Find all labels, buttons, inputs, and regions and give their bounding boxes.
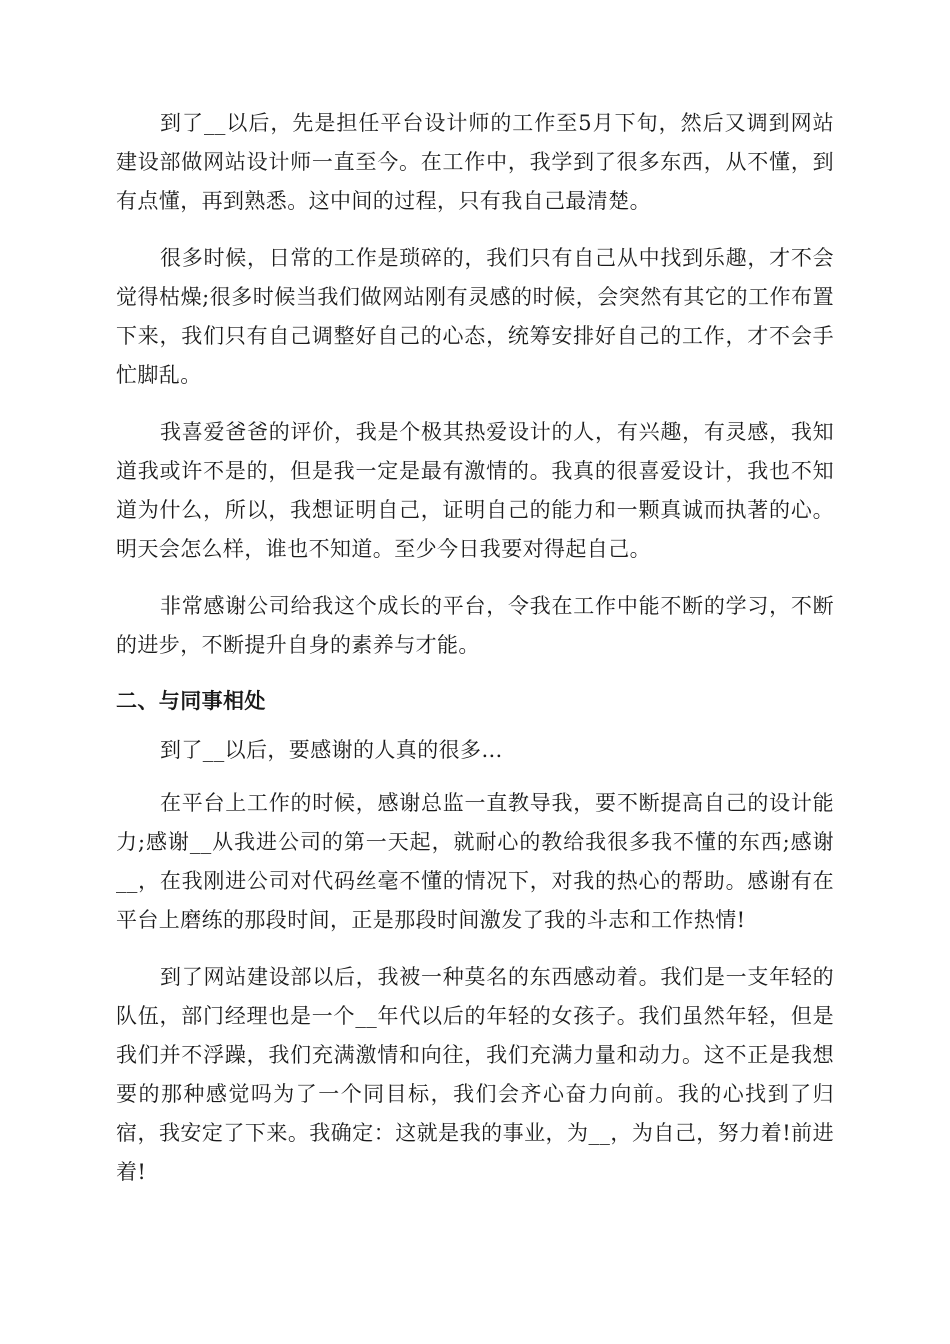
paragraph-daily-work: 很多时候，日常的工作是琐碎的，我们只有自己从中找到乐趣，才不会觉得枯燥;很多时候当我们做网站刚有灵感的时候，会突然有其它的工作布置下来，我们只有自己调整好自己的心态，统筹安排好自己的工作，才不会手忙脚乱。 <box>116 246 834 387</box>
paragraph-web-department: 到了网站建设部以后，我被一种莫名的东西感动着。我们是一支年轻的队伍，部门经理也是一个__年代以后的年轻的女孩子。我们虽然年轻，但是我们并不浮躁，我们充满激情和向往，我们充满力量和动力。这不正是我想要的那种感觉吗为了一个同目标，我们会齐心奋力向前。我的心找到了归宿，我安定了下来。我确定：这就是我的事业，为__，为自己，努力着!前进着! <box>116 965 834 1184</box>
document-body <box>116 104 834 1210</box>
paragraph-thanks-people: 在平台上工作的时候，感谢总监一直教导我，要不断提高自己的设计能力;感谢__从我进公司的第一天起，就耐心的教给我很多我不懂的东西;感谢__，在我刚进公司对代码丝毫不懂的情况下，对我的热心的帮助。感谢有在平台上磨练的那段时间，正是那段时间激发了我的斗志和工作热情! <box>116 791 834 932</box>
paragraph-thanks-intro: 到了__以后，要感谢的人真的很多… <box>160 738 503 762</box>
paragraph-love-design: 我喜爱爸爸的评价，我是个极其热爱设计的人，有兴趣，有灵感，我知道我或许不是的，但是我一定是最有激情的。我真的很喜爱设计，我也不知道为什么，所以，我想证明自己，证明自己的能力和一颗真诚而执著的心。明天会怎么样，谁也不知道。至少今日我要对得起自己。 <box>116 420 834 561</box>
section-heading-colleagues: 二、与同事相处 <box>116 689 266 713</box>
paragraph-thanks-company: 非常感谢公司给我这个成长的平台，令我在工作中能不断的学习，不断的进步，不断提升自身的素养与才能。 <box>116 594 834 657</box>
paragraph-work-history: 到了__以后，先是担任平台设计师的工作至5月下旬，然后又调到网站建设部做网站设计师一直至今。在工作中，我学到了很多东西，从不懂，到有点懂，再到熟悉。这中间的过程，只有我自己最清楚。 <box>116 111 834 213</box>
